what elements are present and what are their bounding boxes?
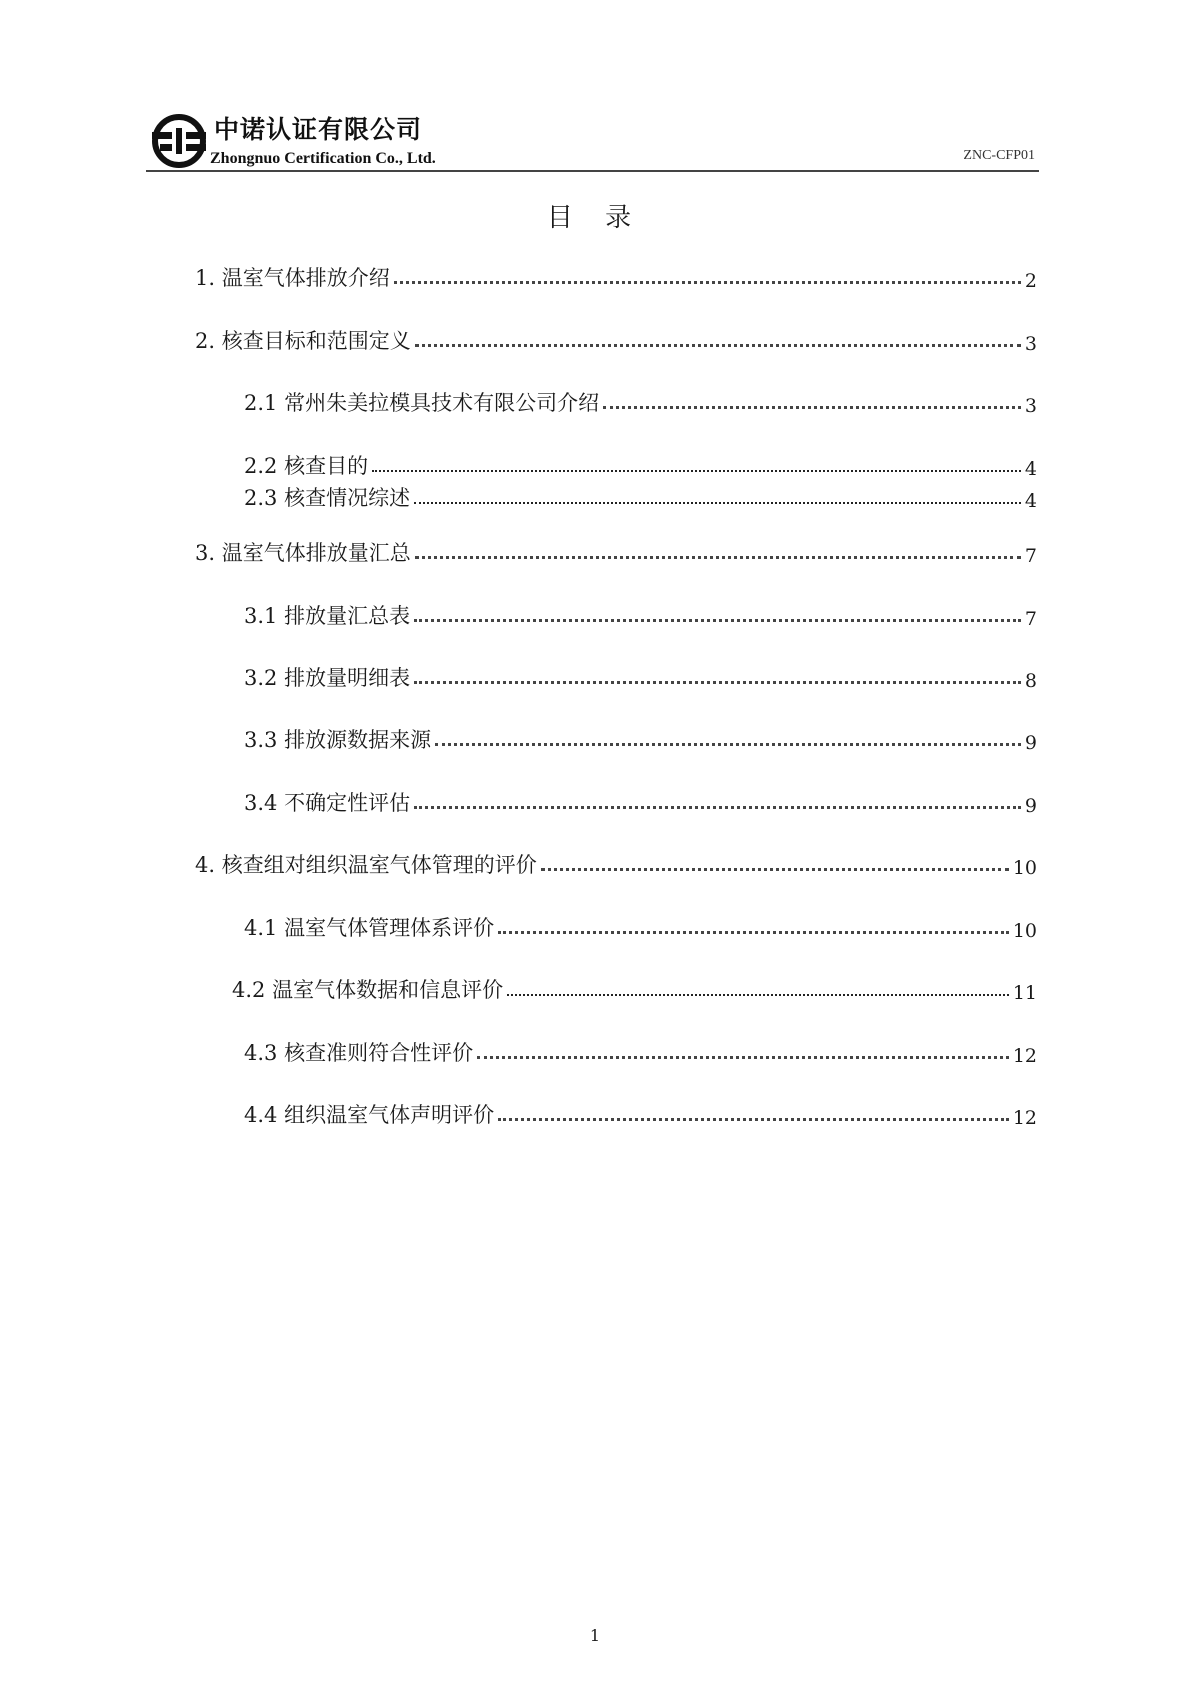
- toc-entry[interactable]: [195, 262, 1037, 292]
- toc-entry[interactable]: [244, 1099, 1037, 1129]
- toc-entry-label: 3. 温室气体排放量汇总: [195, 541, 411, 565]
- toc-leader-dots: [414, 806, 1021, 809]
- toc-entry-page: 11: [1012, 982, 1037, 1004]
- toc-entry[interactable]: [244, 912, 1037, 942]
- toc-entry-page: 7: [1024, 545, 1037, 567]
- toc-entry-label: 2.3 核查情况综述: [244, 486, 411, 510]
- toc-entry-page: 7: [1024, 608, 1037, 630]
- toc-entry[interactable]: [244, 1037, 1037, 1067]
- toc-entry[interactable]: [195, 325, 1037, 355]
- toc-leader-dots: [477, 1056, 1009, 1059]
- toc-entry-page: 10: [1012, 857, 1037, 879]
- company-name-cn: 中诺认证有限公司: [214, 115, 423, 144]
- toc-leader-dots: [603, 406, 1021, 409]
- toc-entry[interactable]: [244, 662, 1037, 692]
- toc-entry-page: 9: [1024, 795, 1037, 817]
- toc-leader-dots: [435, 743, 1021, 746]
- toc-leader-dots: [541, 868, 1009, 871]
- toc-entry[interactable]: [244, 450, 1037, 480]
- toc-entry-label: 3.4 不确定性评估: [244, 791, 411, 815]
- toc-entry-label: 1. 温室气体排放介绍: [195, 266, 390, 290]
- toc-entry-page: 9: [1024, 732, 1037, 754]
- toc-entry-label: 2.2 核查目的: [244, 454, 369, 478]
- company-name-en: Zhongnuo Certification Co., Ltd.: [210, 150, 436, 167]
- toc-entry-label: 4. 核查组对组织温室气体管理的评价: [195, 853, 537, 877]
- toc-leader-dots: [498, 931, 1009, 934]
- toc-entry[interactable]: [244, 482, 1037, 512]
- toc-entry-page: 12: [1012, 1107, 1037, 1129]
- toc-entry-label: 3.1 排放量汇总表: [244, 604, 411, 628]
- toc-leader-dots: [507, 994, 1009, 996]
- toc-entry-page: 2: [1024, 270, 1037, 292]
- toc-leader-dots: [394, 281, 1021, 284]
- toc-entry-label: 4.1 温室气体管理体系评价: [244, 916, 495, 940]
- toc-entry-page: 8: [1024, 670, 1037, 692]
- toc-entry[interactable]: [244, 724, 1037, 754]
- toc-entry-page: 3: [1024, 395, 1037, 417]
- toc-entry-page: 10: [1012, 920, 1037, 942]
- toc-entry-label: 3.3 排放源数据来源: [244, 728, 432, 752]
- header-divider: [146, 170, 1039, 172]
- toc-entry[interactable]: [232, 974, 1037, 1004]
- toc-leader-dots: [415, 344, 1021, 347]
- toc-entry-page: 12: [1012, 1045, 1037, 1067]
- toc-leader-dots: [498, 1118, 1009, 1121]
- toc-entry-page: 4: [1024, 490, 1037, 512]
- toc-entry[interactable]: [244, 600, 1037, 630]
- toc-title: 目 录: [546, 203, 644, 233]
- toc-entry[interactable]: [244, 387, 1037, 417]
- zhongnuo-logo-icon: [152, 114, 206, 168]
- toc-entry-page: 4: [1024, 458, 1037, 480]
- toc-entry-label: 2.1 常州朱美拉模具技术有限公司介绍: [244, 391, 600, 415]
- toc-entry-label: 2. 核查目标和范围定义: [195, 329, 411, 353]
- toc-leader-dots: [414, 502, 1021, 504]
- toc-entry-page: 3: [1024, 333, 1037, 355]
- document-header: [146, 104, 1039, 174]
- toc-leader-dots: [414, 619, 1021, 622]
- toc-leader-dots: [372, 470, 1021, 472]
- toc-entry[interactable]: [195, 537, 1037, 567]
- toc-entry-label: 4.3 核查准则符合性评价: [244, 1041, 474, 1065]
- document-code: ZNC-CFP01: [963, 148, 1035, 163]
- toc-entry-label: 4.2 温室气体数据和信息评价: [232, 978, 504, 1002]
- toc-entry[interactable]: [244, 787, 1037, 817]
- toc-leader-dots: [414, 681, 1021, 684]
- toc-entry-label: 4.4 组织温室气体声明评价: [244, 1103, 495, 1127]
- toc-entry[interactable]: [195, 849, 1037, 879]
- toc-entry-label: 3.2 排放量明细表: [244, 666, 411, 690]
- page-number: 1: [589, 1626, 601, 1645]
- toc-leader-dots: [415, 556, 1021, 559]
